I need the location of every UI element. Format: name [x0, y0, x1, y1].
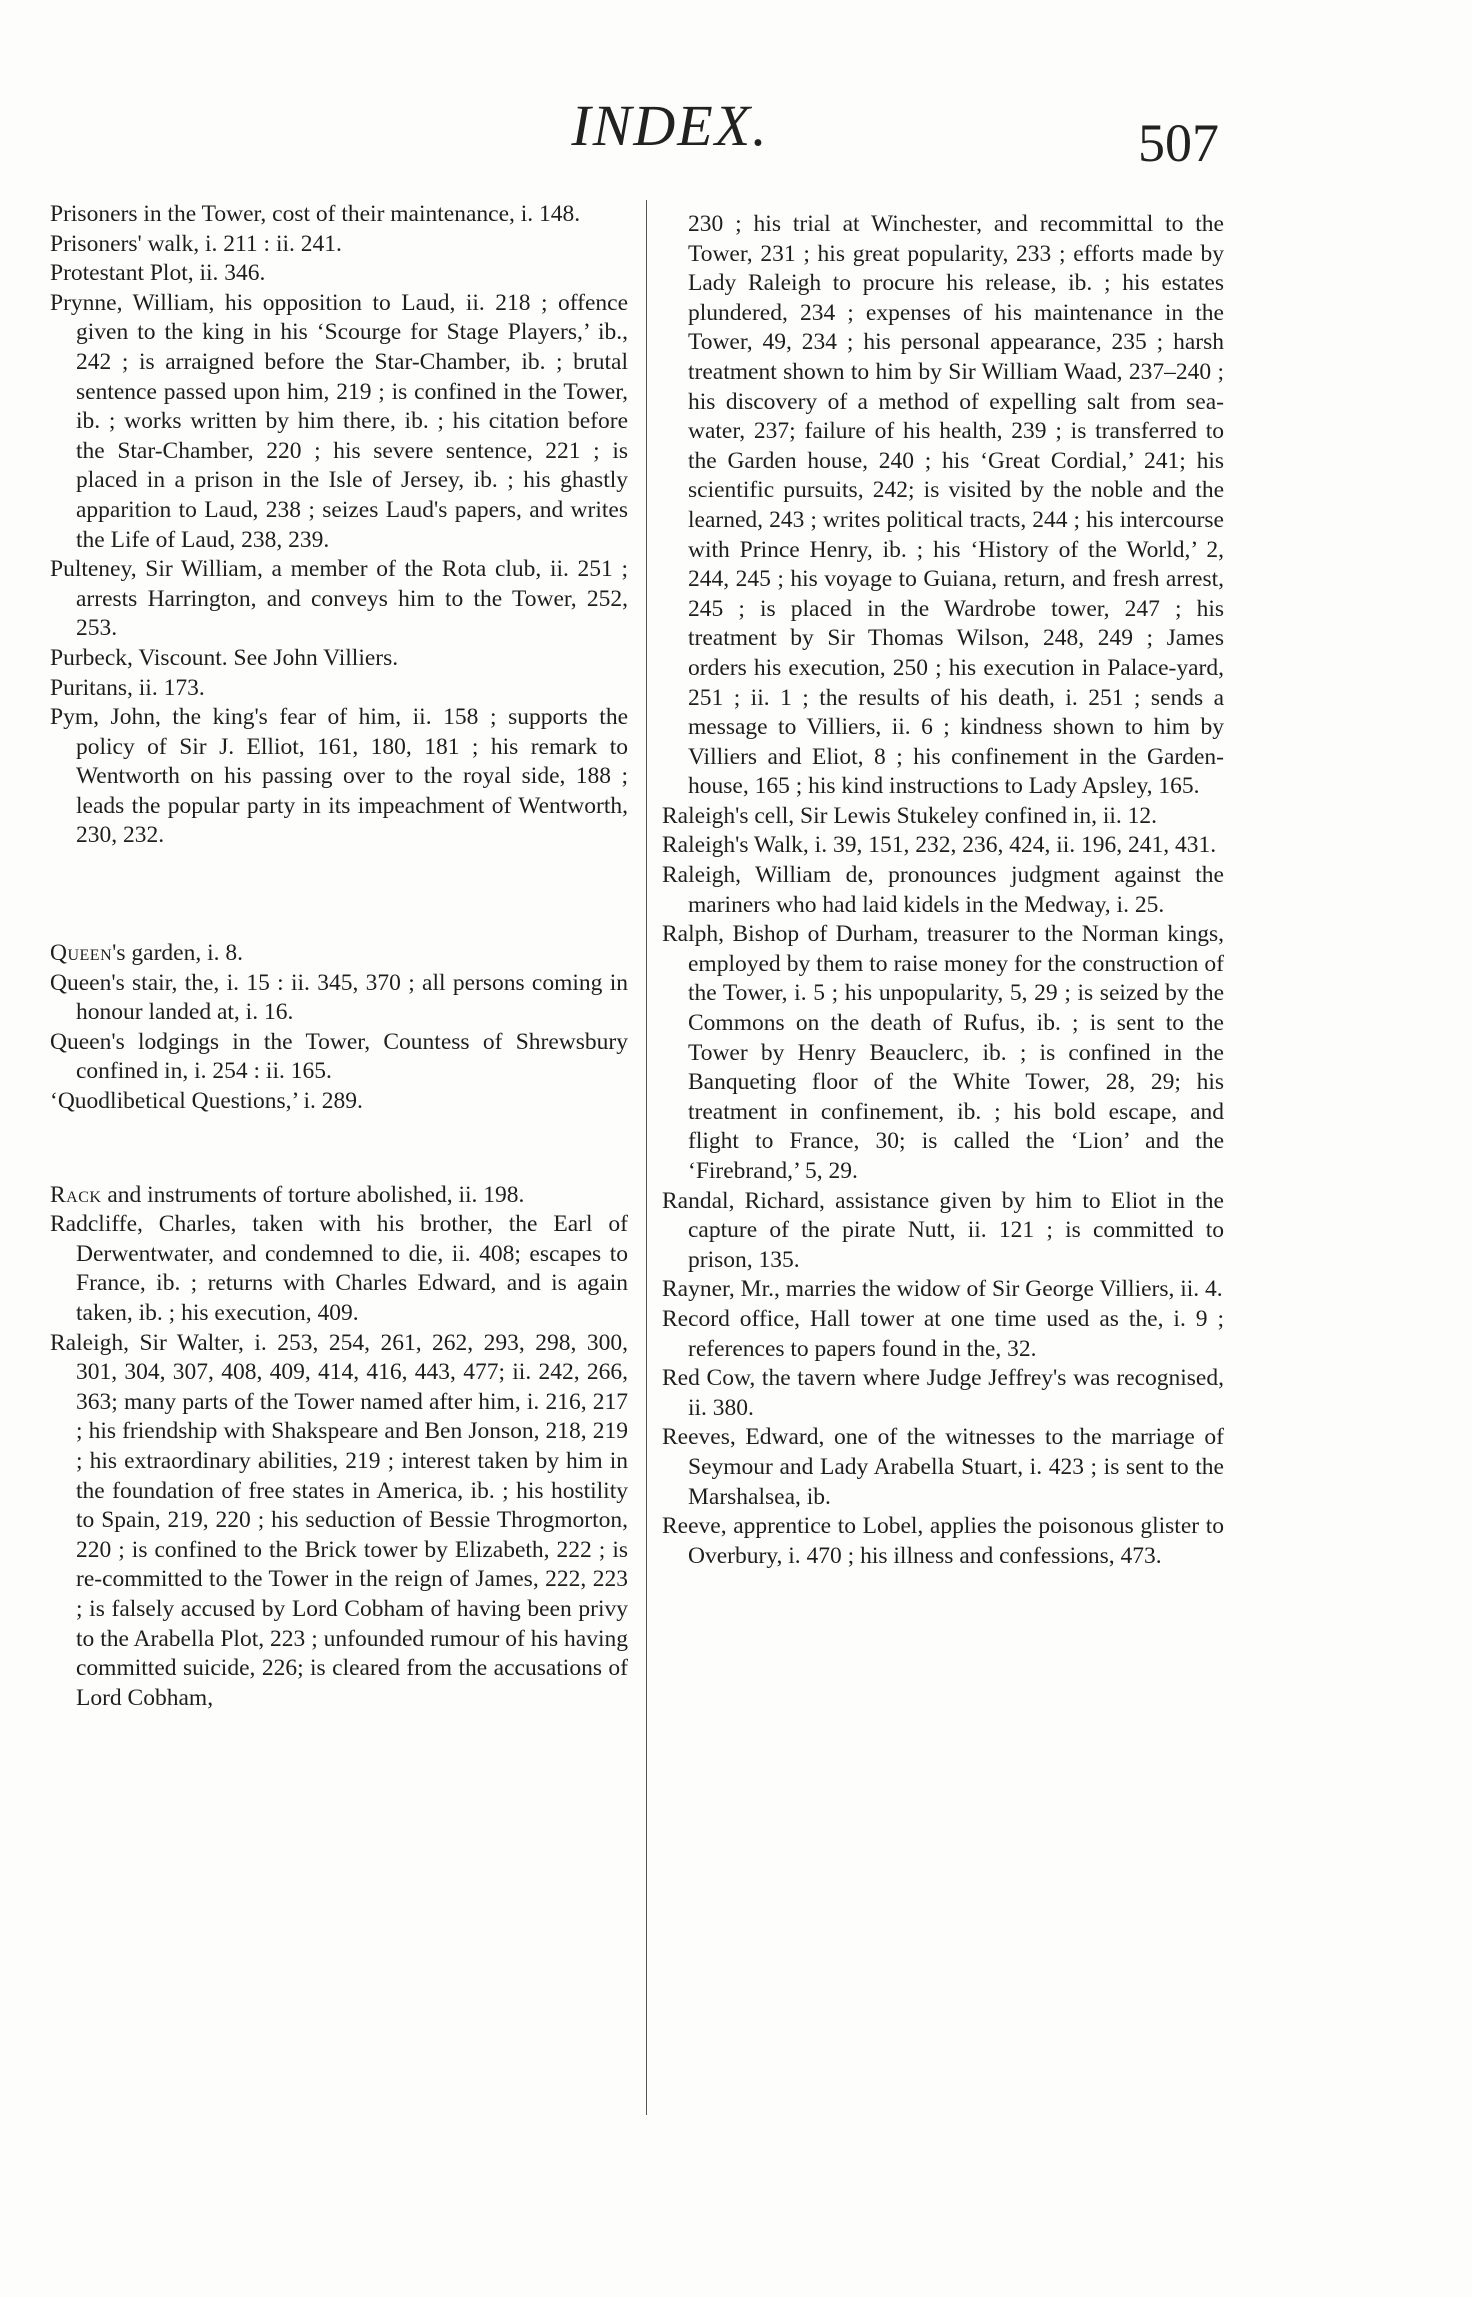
- index-entry-text: Rayner, Mr., marries the widow of Sir George Villiers, ii. 4.: [662, 1276, 1223, 1303]
- index-entry-text: Pym, John, the king's fear of him, ii. 158 ; supports the policy of Sir J. Elliot, 161, 180, 181 ; his remark to Wentworth on his passing over to the royal side, 188 ; leads the popular party in its impeachment of Wentworth, 230, 232.: [50, 704, 628, 849]
- index-entry: [662, 1364, 1224, 1423]
- index-entry-text: Pulteney, Sir William, a member of the Rota club, ii. 251 ; arrests Harrington, and conveys him to the Tower, 252, 253.: [50, 556, 628, 642]
- index-entry-text: Protestant Plot, ii. 346.: [50, 260, 266, 287]
- left-index-column: [50, 200, 628, 1713]
- index-entry: [662, 861, 1224, 920]
- section-initial-word: Rack: [50, 1181, 102, 1208]
- index-entry-text: 230 ; his trial at Winchester, and recommittal to the Tower, 231 ; his great popularity, 233 ; efforts made by Lady Raleigh to procure his release, ib. ; his estates plundered, 234 ; expenses of his maintenance in the Tower, 49, 234 ; his personal appearance, 235 ; harsh treatment shown to him by Sir William Waad, 237–240 ; his discovery of a method of expelling salt from sea-water, 237; failure of his health, 239 ; is transferred to the Garden house, 240 ; his ‘Great Cordial,’ 241; his scientific pursuits, 242; is visited by the noble and the learned, 243 ; writes political tracts, 244 ; his intercourse with Prince Henry, ib. ; his ‘History of the World,’ 2, 244, 245 ; his voyage to Guiana, return, and fresh arrest, 245 ; is placed in the Wardrobe tower, 247 ; his treatment by Sir Thomas Wilson, 248, 249 ; James orders his execution, 250 ; his execution in Palace-yard, 251 ; ii. 1 ; the results of his death, i. 251 ; sends a message to Villiers, ii. 6 ; kindness shown to him by Villiers and Eliot, 8 ; his confinement in the Garden-house, 165 ; his kind instructions to Lady Apsley, 165.: [688, 211, 1224, 800]
- index-entry: [662, 920, 1224, 1186]
- index-entry: [662, 210, 1224, 802]
- index-entry-text: Randal, Richard, assistance given by him to Eliot in the capture of the pirate Nutt, ii. 121 ; is committed to prison, 135.: [662, 1187, 1224, 1273]
- index-entry-text: Radcliffe, Charles, taken with his brother, the Earl of Derwentwater, and condemned to die, ii. 408; escapes to France, ib. ; returns with Charles Edward, and is again taken, ib. ; his execution, 409.: [50, 1211, 628, 1326]
- right-index-column: [662, 210, 1224, 1571]
- index-entry: [662, 1305, 1224, 1364]
- section-initial-word: Queen: [50, 940, 113, 967]
- page-number: 507: [1138, 113, 1219, 173]
- index-entry: [50, 289, 628, 555]
- index-entry-text: Reeves, Edward, one of the witnesses to the marriage of Seymour and Lady Arabella Stuart, i. 423 ; is sent to the Marshalsea, ib.: [662, 1424, 1224, 1510]
- index-entry: [662, 1187, 1224, 1276]
- index-entry-text: Raleigh's Walk, i. 39, 151, 232, 236, 424, ii. 196, 241, 431.: [662, 832, 1217, 859]
- index-entry-text: 's garden, i. 8.: [112, 940, 243, 967]
- index-entry-text: ‘Quodlibetical Questions,’ i. 289.: [50, 1088, 363, 1115]
- index-entry: [50, 644, 628, 674]
- index-entry-text: Puritans, ii. 173.: [50, 674, 205, 701]
- index-entry-text: Red Cow, the tavern where Judge Jeffrey's was recognised, ii. 380.: [662, 1365, 1224, 1421]
- index-entry-text: Prynne, William, his opposition to Laud, ii. 218 ; offence given to the king in his ‘Scourge for Stage Players,’ ib., 242 ; is arraigned before the Star-Chamber, ib. ; brutal sentence passed upon him, 219 ; is confined in the Tower, ib. ; works written by him there, ib. ; his citation before the Star-Chamber, 220 ; his severe sentence, 221 ; is placed in a prison in the Isle of Jersey, ib. ; his ghastly apparition to Laud, 238 ; seizes Laud's papers, and writes the Life of Laud, 238, 239.: [50, 289, 628, 553]
- index-entry: [662, 1512, 1224, 1571]
- index-entry: [662, 1275, 1224, 1305]
- index-entry-text: Record office, Hall tower at one time used as the, i. 9 ; references to papers found in the, 32.: [662, 1305, 1224, 1362]
- index-entry: [662, 802, 1224, 832]
- index-entry: [662, 1423, 1224, 1512]
- index-entry-text: Queen's stair, the, i. 15 : ii. 345, 370 ; all persons coming in honour landed at, i. 16.: [50, 969, 628, 1026]
- index-entry: [50, 555, 628, 644]
- index-entry-text: Raleigh, William de, pronounces judgment against the mariners who had laid kidels in the Medway, i. 25.: [662, 862, 1224, 918]
- index-entry-text: Reeve, apprentice to Lobel, applies the poisonous glister to Overbury, i. 470 ; his illness and confessions, 473.: [662, 1513, 1224, 1569]
- index-entry: [50, 969, 628, 1028]
- index-entry: [50, 230, 628, 260]
- index-entry: [50, 200, 628, 230]
- index-entry-text: Ralph, Bishop of Durham, treasurer to the Norman kings, employed by them to raise money for the construction of the Tower, i. 5 ; his unpopularity, 5, 29 ; is seized by the Commons on the death of Rufus, ib. ; is sent to the Tower by Henry Beauclerc, ib. ; is confined in the Banqueting floor of the White Tower, 28, 29; his treatment in confinement, ib. ; his bold escape, and flight to France, 30; is called the ‘Lion’ and the ‘Firebrand,’ 5, 29.: [662, 921, 1224, 1184]
- index-entry: [50, 1210, 628, 1328]
- index-entry: [50, 939, 628, 969]
- index-entry: [50, 703, 628, 851]
- index-entry: [50, 1028, 628, 1087]
- section-spacer: [50, 851, 628, 939]
- index-entry-text: Raleigh's cell, Sir Lewis Stukeley confined in, ii. 12.: [662, 802, 1158, 829]
- index-entry: [50, 1181, 628, 1211]
- column-divider: [646, 200, 647, 2115]
- index-entry-text: Purbeck, Viscount. See John Villiers.: [50, 644, 399, 671]
- index-entry-text: Prisoners in the Tower, cost of their maintenance, i. 148.: [50, 201, 581, 227]
- section-spacer: [50, 1117, 628, 1181]
- running-title: INDEX.: [571, 93, 769, 158]
- index-entry: [50, 674, 628, 704]
- index-entry: [50, 1329, 628, 1714]
- index-entry-text: Raleigh, Sir Walter, i. 253, 254, 261, 262, 293, 298, 300, 301, 304, 307, 408, 409, 414, 416, 443, 477; ii. 242, 266, 363; many parts of the Tower named after him, i. 216, 217 ; his friendship with Shakspeare and Ben Jonson, 218, 219 ; his extraordinary abilities, 219 ; interest taken by him in the foundation of free states in America, ib. ; his hostility to Spain, 219, 220 ; his seduction of Bessie Throgmorton, 220 ; is confined to the Brick tower by Elizabeth, 222 ; is re-committed to the Tower in the reign of James, 222, 223 ; is falsely accused by Lord Cobham of having been privy to the Arabella Plot, 223 ; unfounded rumour of his having committed suicide, 226; is cleared from the accusations of Lord Cobham,: [50, 1329, 628, 1711]
- index-entry: [50, 259, 628, 289]
- index-entry-text: Queen's lodgings in the Tower, Countess of Shrewsbury confined in, i. 254 : ii. 165.: [50, 1028, 628, 1085]
- index-entry-text: and instruments of torture abolished, ii. 198.: [101, 1181, 525, 1208]
- index-entry: [50, 1087, 628, 1117]
- index-entry-text: Prisoners' walk, i. 211 : ii. 241.: [50, 230, 342, 257]
- index-entry: [662, 831, 1224, 861]
